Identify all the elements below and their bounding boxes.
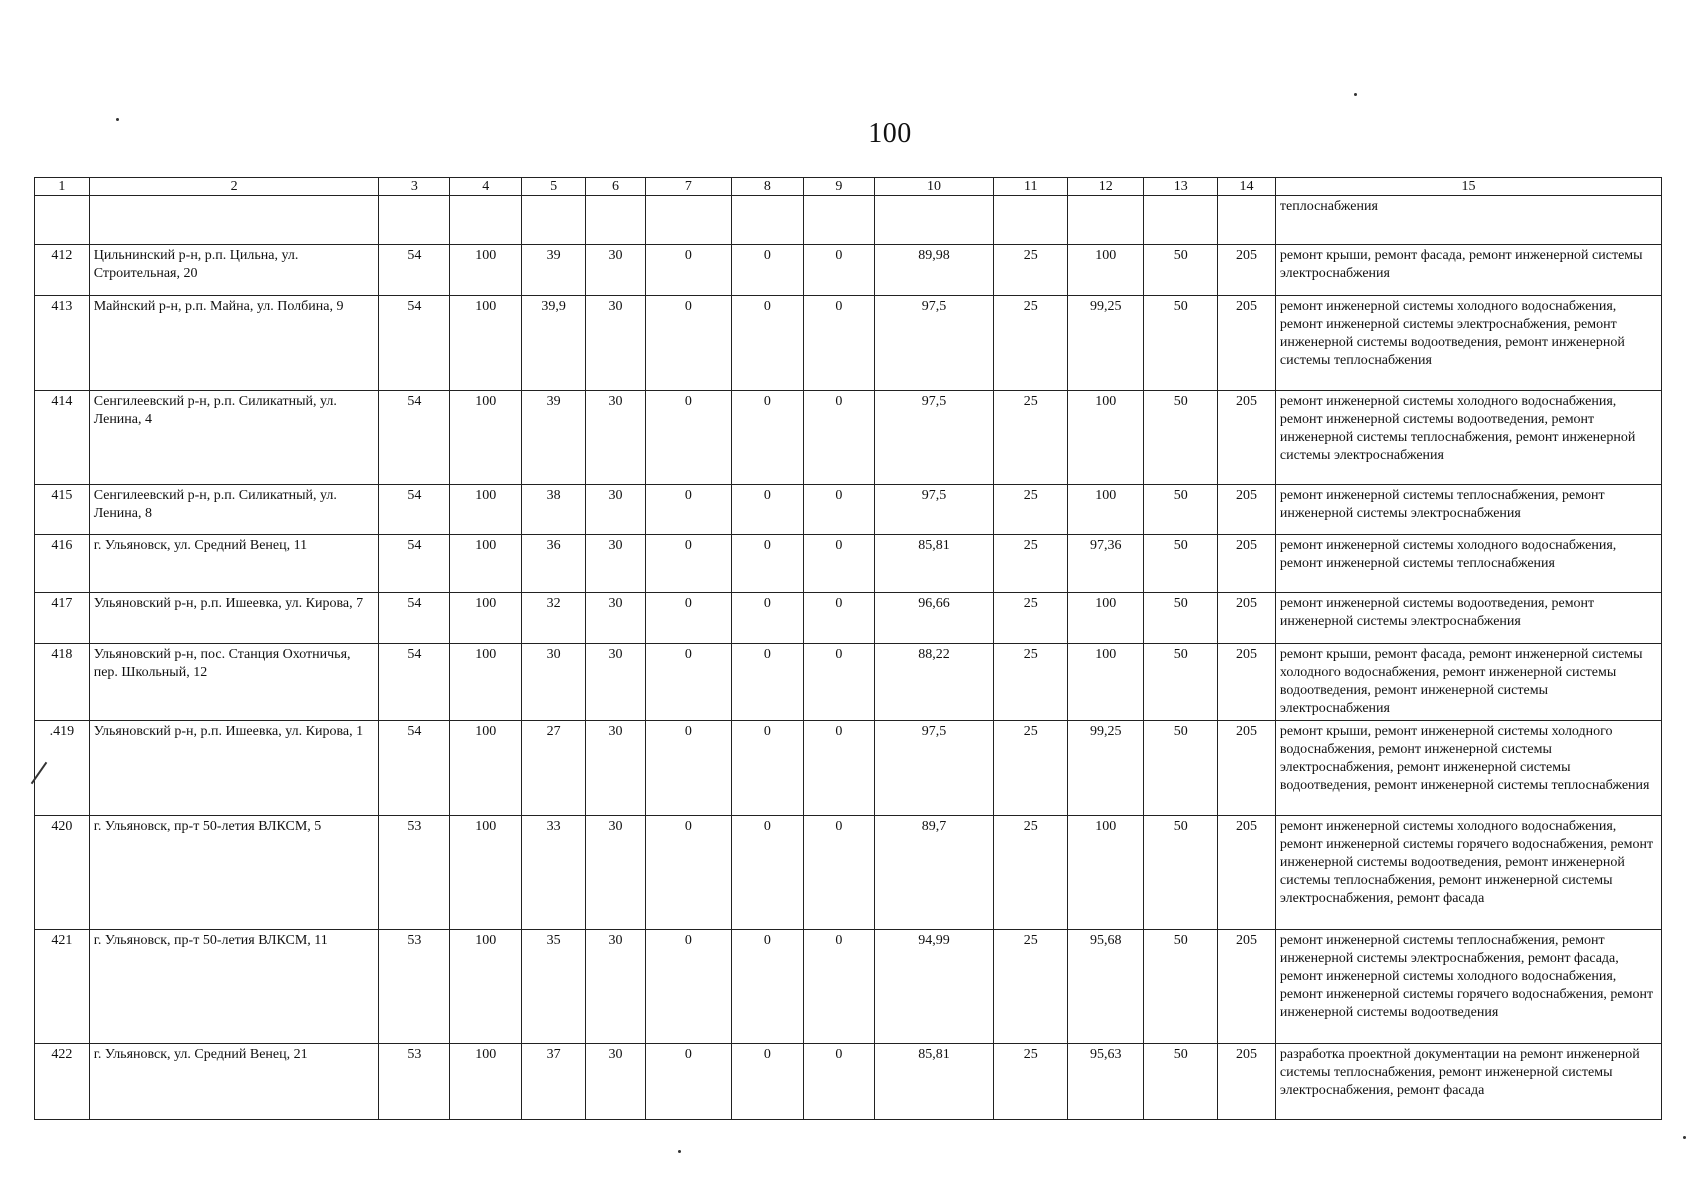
value-cell-col6: 30	[586, 1044, 646, 1120]
value-cell-col14: 205	[1218, 816, 1276, 930]
value-cell-col10: 89,98	[874, 245, 994, 296]
value-cell-col3: 54	[379, 644, 450, 721]
value-cell-col11: 25	[994, 593, 1068, 644]
value-cell-col12: 95,68	[1068, 930, 1144, 1044]
value-cell-col14: 205	[1218, 245, 1276, 296]
value-cell-col10: 89,7	[874, 816, 994, 930]
row-number-cell: 421	[35, 930, 90, 1044]
value-cell-col4: 100	[450, 930, 522, 1044]
value-cell-col7: 0	[645, 535, 731, 593]
address-cell: Майнский р-н, р.п. Майна, ул. Полбина, 9	[89, 296, 379, 391]
value-cell-col14: 205	[1218, 485, 1276, 535]
works-cell: ремонт инженерной системы теплоснабжения, ремонт инженерной системы электроснабжения	[1275, 485, 1661, 535]
table-row	[35, 644, 1662, 721]
value-cell-col5: 32	[522, 593, 586, 644]
scan-speck	[1683, 1136, 1686, 1139]
value-cell-col11: 25	[994, 535, 1068, 593]
works-cell: ремонт инженерной системы теплоснабжения, ремонт инженерной системы электроснабжения, ремонт фасада, ремонт инженерной системы холодного водоснабжения, ремонт инженерной системы горячего водоснабжения, ремонт инженерной системы водоотведения	[1275, 930, 1661, 1044]
value-cell-col13: 50	[1144, 816, 1218, 930]
value-cell-col13: 50	[1144, 593, 1218, 644]
row-number-cell: 418	[35, 644, 90, 721]
value-cell-col10: 94,99	[874, 930, 994, 1044]
value-cell-col7: 0	[645, 593, 731, 644]
works-cell: теплоснабжения	[1275, 196, 1661, 245]
value-cell-col3: 54	[379, 535, 450, 593]
value-cell-col4: 100	[450, 245, 522, 296]
value-cell-col5: 27	[522, 721, 586, 816]
scan-speck	[1354, 93, 1357, 96]
value-cell-col8: 0	[731, 816, 803, 930]
value-cell-col14: 205	[1218, 930, 1276, 1044]
value-cell-col3: 54	[379, 296, 450, 391]
address-cell: г. Ульяновск, пр-т 50-летия ВЛКСМ, 11	[89, 930, 379, 1044]
row-number-cell: 416	[35, 535, 90, 593]
row-number-cell: 415	[35, 485, 90, 535]
column-number: 13	[1144, 178, 1218, 196]
value-cell-col11: 25	[994, 816, 1068, 930]
table-row	[35, 391, 1662, 485]
value-cell-col8: 0	[731, 930, 803, 1044]
value-cell-col6: 30	[586, 485, 646, 535]
value-cell-col12: 97,36	[1068, 535, 1144, 593]
value-cell-col9: 0	[803, 721, 874, 816]
works-cell: ремонт инженерной системы водоотведения, ремонт инженерной системы электроснабжения	[1275, 593, 1661, 644]
works-cell: ремонт инженерной системы холодного водоснабжения, ремонт инженерной системы водоотведения, ремонт инженерной системы теплоснабжения, ремонт инженерной системы электроснабжения	[1275, 391, 1661, 485]
table-row	[35, 296, 1662, 391]
works-cell: разработка проектной документации на ремонт инженерной системы теплоснабжения, ремонт инженерной системы электроснабжения, ремонт фасада	[1275, 1044, 1661, 1120]
value-cell-col4: 100	[450, 593, 522, 644]
value-cell-col4: 100	[450, 296, 522, 391]
value-cell-col9: 0	[803, 485, 874, 535]
column-number-row	[35, 178, 1662, 196]
value-cell-col11: 25	[994, 391, 1068, 485]
table-row	[35, 930, 1662, 1044]
value-cell-col12: 95,63	[1068, 1044, 1144, 1120]
value-cell-col4: 100	[450, 391, 522, 485]
value-cell-col10: 97,5	[874, 485, 994, 535]
value-cell-col9: 0	[803, 644, 874, 721]
value-cell-col10: 88,22	[874, 644, 994, 721]
value-cell-col14: 205	[1218, 296, 1276, 391]
value-cell-col14: 205	[1218, 391, 1276, 485]
value-cell-col8: 0	[731, 485, 803, 535]
value-cell-col6: 30	[586, 721, 646, 816]
value-cell-col10: 97,5	[874, 296, 994, 391]
value-cell-col3: 54	[379, 485, 450, 535]
row-number-cell: 413	[35, 296, 90, 391]
value-cell-col6: 30	[586, 593, 646, 644]
row-number-cell: .419	[35, 721, 90, 816]
value-cell-col7: 0	[645, 721, 731, 816]
value-cell-col3: 53	[379, 1044, 450, 1120]
column-number: 4	[450, 178, 522, 196]
address-cell: Ульяновский р-н, р.п. Ишеевка, ул. Кирова, 1	[89, 721, 379, 816]
value-cell-col3: 54	[379, 593, 450, 644]
value-cell-col12: 100	[1068, 593, 1144, 644]
value-cell-col13: 50	[1144, 296, 1218, 391]
value-cell-col11: 25	[994, 644, 1068, 721]
row-number-cell: 414	[35, 391, 90, 485]
value-cell-col6: 30	[586, 930, 646, 1044]
value-cell-col7: 0	[645, 816, 731, 930]
works-cell: ремонт инженерной системы холодного водоснабжения, ремонт инженерной системы электроснабжения, ремонт инженерной системы водоотведения, ремонт инженерной системы теплоснабжения	[1275, 296, 1661, 391]
value-cell-col6: 30	[586, 535, 646, 593]
value-cell-col7: 0	[645, 245, 731, 296]
value-cell-col7: 0	[645, 1044, 731, 1120]
value-cell-col11: 25	[994, 930, 1068, 1044]
value-cell-col4: 100	[450, 485, 522, 535]
scan-speck	[678, 1150, 681, 1153]
value-cell-col8: 0	[731, 535, 803, 593]
value-cell-col13: 50	[1144, 535, 1218, 593]
address-cell: Сенгилеевский р-н, р.п. Силикатный, ул. Ленина, 8	[89, 485, 379, 535]
address-cell: Сенгилеевский р-н, р.п. Силикатный, ул. Ленина, 4	[89, 391, 379, 485]
value-cell-col5: 35	[522, 930, 586, 1044]
page-number: 100	[868, 118, 912, 149]
value-cell-col14: 205	[1218, 644, 1276, 721]
value-cell-col3: 54	[379, 721, 450, 816]
value-cell-col9: 0	[803, 296, 874, 391]
value-cell-col3: 53	[379, 930, 450, 1044]
value-cell-col7: 0	[645, 296, 731, 391]
works-cell: ремонт крыши, ремонт фасада, ремонт инженерной системы электроснабжения	[1275, 245, 1661, 296]
column-number: 6	[586, 178, 646, 196]
value-cell-col10: 85,81	[874, 1044, 994, 1120]
value-cell-col9: 0	[803, 391, 874, 485]
value-cell-col13: 50	[1144, 930, 1218, 1044]
value-cell-col6: 30	[586, 644, 646, 721]
value-cell-col8: 0	[731, 1044, 803, 1120]
value-cell-col5: 33	[522, 816, 586, 930]
column-number: 5	[522, 178, 586, 196]
column-number: 3	[379, 178, 450, 196]
value-cell-col3: 53	[379, 816, 450, 930]
value-cell-col12: 100	[1068, 485, 1144, 535]
table-row	[35, 245, 1662, 296]
column-number: 1	[35, 178, 90, 196]
value-cell-col5: 39	[522, 391, 586, 485]
value-cell-col13: 50	[1144, 245, 1218, 296]
value-cell-col8: 0	[731, 721, 803, 816]
value-cell-col5: 38	[522, 485, 586, 535]
value-cell-col10: 97,5	[874, 721, 994, 816]
value-cell-col9: 0	[803, 930, 874, 1044]
value-cell-col3: 54	[379, 245, 450, 296]
address-cell: г. Ульяновск, пр-т 50-летия ВЛКСМ, 5	[89, 816, 379, 930]
value-cell-col6: 30	[586, 391, 646, 485]
address-cell: г. Ульяновск, ул. Средний Венец, 21	[89, 1044, 379, 1120]
value-cell-col5: 39,9	[522, 296, 586, 391]
value-cell-col9: 0	[803, 1044, 874, 1120]
table-row	[35, 721, 1662, 816]
value-cell-col14: 205	[1218, 593, 1276, 644]
column-number: 14	[1218, 178, 1276, 196]
column-number: 9	[803, 178, 874, 196]
value-cell-col11: 25	[994, 485, 1068, 535]
housing-repair-table	[34, 177, 1662, 1120]
value-cell-col8: 0	[731, 391, 803, 485]
value-cell-col11: 25	[994, 245, 1068, 296]
value-cell-col13: 50	[1144, 1044, 1218, 1120]
value-cell-col9: 0	[803, 816, 874, 930]
works-cell: ремонт инженерной системы холодного водоснабжения, ремонт инженерной системы теплоснабжения	[1275, 535, 1661, 593]
row-number-cell: 412	[35, 245, 90, 296]
value-cell-col11: 25	[994, 1044, 1068, 1120]
value-cell-col4: 100	[450, 1044, 522, 1120]
value-cell-col3: 54	[379, 391, 450, 485]
value-cell-col5: 39	[522, 245, 586, 296]
value-cell-col7: 0	[645, 485, 731, 535]
value-cell-col12: 100	[1068, 644, 1144, 721]
value-cell-col11: 25	[994, 721, 1068, 816]
table-row	[35, 485, 1662, 535]
address-cell: Цильнинский р-н, р.п. Цильна, ул. Строительная, 20	[89, 245, 379, 296]
works-cell: ремонт крыши, ремонт инженерной системы холодного водоснабжения, ремонт инженерной системы электроснабжения, ремонт инженерной системы водоотведения, ремонт инженерной системы теплоснабжения	[1275, 721, 1661, 816]
value-cell-col4: 100	[450, 721, 522, 816]
value-cell-col8: 0	[731, 593, 803, 644]
value-cell-col12: 99,25	[1068, 721, 1144, 816]
value-cell-col13: 50	[1144, 644, 1218, 721]
row-number-cell: 417	[35, 593, 90, 644]
value-cell-col12: 100	[1068, 245, 1144, 296]
value-cell-col4: 100	[450, 535, 522, 593]
table-body	[35, 178, 1662, 1120]
value-cell-col10: 96,66	[874, 593, 994, 644]
column-number: 8	[731, 178, 803, 196]
address-cell: г. Ульяновск, ул. Средний Венец, 11	[89, 535, 379, 593]
column-number: 7	[645, 178, 731, 196]
value-cell-col8: 0	[731, 644, 803, 721]
value-cell-col14: 205	[1218, 1044, 1276, 1120]
value-cell-col5: 30	[522, 644, 586, 721]
value-cell-col10: 97,5	[874, 391, 994, 485]
column-number: 11	[994, 178, 1068, 196]
scan-speck	[116, 118, 119, 121]
column-number: 10	[874, 178, 994, 196]
works-cell: ремонт крыши, ремонт фасада, ремонт инженерной системы холодного водоснабжения, ремонт инженерной системы водоотведения, ремонт инженерной системы электроснабжения	[1275, 644, 1661, 721]
value-cell-col7: 0	[645, 930, 731, 1044]
column-number: 12	[1068, 178, 1144, 196]
table-row	[35, 1044, 1662, 1120]
value-cell-col13: 50	[1144, 721, 1218, 816]
value-cell-col12: 100	[1068, 391, 1144, 485]
value-cell-col4: 100	[450, 816, 522, 930]
value-cell-col8: 0	[731, 245, 803, 296]
table-row	[35, 535, 1662, 593]
value-cell-col9: 0	[803, 245, 874, 296]
row-number-cell: 420	[35, 816, 90, 930]
value-cell-col9: 0	[803, 535, 874, 593]
table-row	[35, 816, 1662, 930]
value-cell-col7: 0	[645, 391, 731, 485]
table-row	[35, 593, 1662, 644]
value-cell-col12: 100	[1068, 816, 1144, 930]
value-cell-col14: 205	[1218, 535, 1276, 593]
row-number-cell: 422	[35, 1044, 90, 1120]
continuation-row	[35, 196, 1662, 245]
column-number: 15	[1275, 178, 1661, 196]
value-cell-col9: 0	[803, 593, 874, 644]
column-number: 2	[89, 178, 379, 196]
value-cell-col4: 100	[450, 644, 522, 721]
value-cell-col5: 37	[522, 1044, 586, 1120]
value-cell-col11: 25	[994, 296, 1068, 391]
value-cell-col14: 205	[1218, 721, 1276, 816]
value-cell-col6: 30	[586, 245, 646, 296]
value-cell-col13: 50	[1144, 391, 1218, 485]
address-cell: Ульяновский р-н, р.п. Ишеевка, ул. Кирова, 7	[89, 593, 379, 644]
works-cell: ремонт инженерной системы холодного водоснабжения, ремонт инженерной системы горячего водоснабжения, ремонт инженерной системы водоотведения, ремонт инженерной системы теплоснабжения, ремонт инженерной системы электроснабжения, ремонт фасада	[1275, 816, 1661, 930]
address-cell: Ульяновский р-н, пос. Станция Охотничья, пер. Школьный, 12	[89, 644, 379, 721]
value-cell-col8: 0	[731, 296, 803, 391]
value-cell-col6: 30	[586, 296, 646, 391]
value-cell-col7: 0	[645, 644, 731, 721]
value-cell-col12: 99,25	[1068, 296, 1144, 391]
value-cell-col5: 36	[522, 535, 586, 593]
value-cell-col6: 30	[586, 816, 646, 930]
value-cell-col10: 85,81	[874, 535, 994, 593]
value-cell-col13: 50	[1144, 485, 1218, 535]
